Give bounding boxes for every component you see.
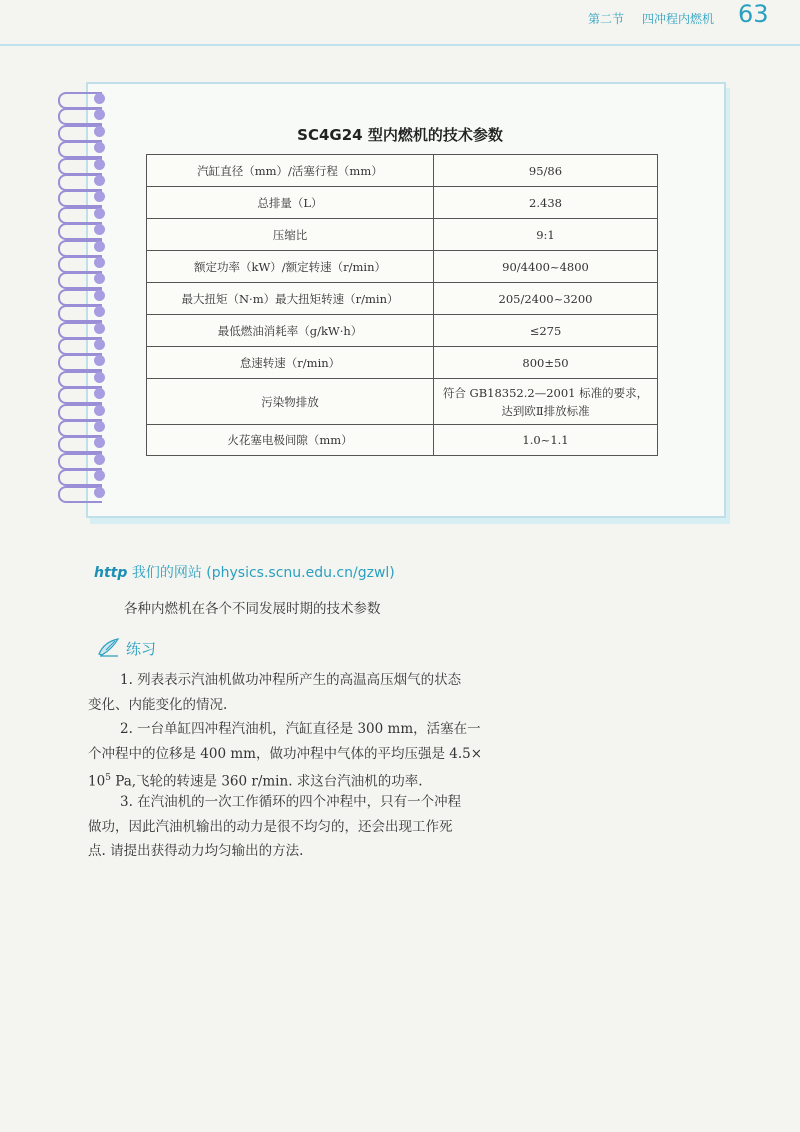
pencil-icon: [96, 636, 122, 658]
spiral-coil: [56, 190, 106, 206]
row-value-line: 达到欧Ⅱ排放标准: [501, 403, 590, 418]
spiral-coil: [56, 338, 106, 354]
spiral-hole: [94, 323, 105, 334]
spiral-coil: [56, 174, 106, 190]
spiral-coil: [56, 371, 106, 387]
spiral-hole: [94, 175, 105, 186]
row-value: 90/4400~4800: [434, 251, 658, 283]
spiral-coil: [56, 223, 106, 239]
row-label: 总排量（L）: [147, 187, 434, 219]
row-label: 污染物排放: [147, 379, 434, 425]
spiral-coil: [56, 256, 106, 272]
spiral-coil: [56, 305, 106, 321]
question-text: Pa,飞轮的转速是 360 r/min. 求这台汽油机的功率.: [110, 773, 423, 790]
question-text: 10: [88, 773, 106, 790]
spiral-hole: [94, 257, 105, 268]
header-rule: [0, 44, 800, 46]
spiral-hole: [94, 290, 105, 301]
page-number: 63: [738, 0, 769, 28]
spiral-hole: [94, 306, 105, 317]
spiral-coil: [56, 354, 106, 370]
superscript: 5: [105, 773, 111, 784]
spiral-hole: [94, 470, 105, 481]
table-row: [147, 187, 658, 219]
spiral-hole: [94, 388, 105, 399]
spiral-hole: [94, 93, 105, 104]
spiral-coil: [56, 486, 106, 502]
spiral-coil: [56, 420, 106, 436]
spiral-hole: [94, 224, 105, 235]
question-line: 2. 一台单缸四冲程汽油机，汽缸直径是 300 mm，活塞在一: [120, 721, 481, 737]
row-label: 压缩比: [147, 219, 434, 251]
spiral-coil: [56, 436, 106, 452]
table-row: [147, 155, 658, 187]
spiral-coil: [56, 387, 106, 403]
website-label: 我们的网站: [131, 565, 202, 581]
row-label: 汽缸直径（mm）/活塞行程（mm）: [147, 155, 434, 187]
exercise-question-3: [88, 790, 548, 864]
row-value: 205/2400~3200: [434, 283, 658, 315]
spiral-coil: [56, 240, 106, 256]
spiral-hole: [94, 454, 105, 465]
question-line: 个冲程中的位移是 400 mm，做功冲程中气体的平均压强是 4.5×: [88, 745, 483, 762]
spiral-binding: [56, 92, 108, 504]
website-url[interactable]: (physics.scnu.edu.cn/gzwl): [206, 565, 395, 581]
question-line: 点. 请提出获得动力均匀输出的方法.: [88, 843, 304, 860]
section-title: 四冲程内燃机: [642, 12, 715, 26]
spiral-hole: [94, 241, 105, 252]
exercise-question-1: [88, 668, 548, 717]
parameter-table: [146, 154, 658, 456]
spiral-coil: [56, 158, 106, 174]
spiral-hole: [94, 208, 105, 219]
spiral-hole: [94, 421, 105, 432]
row-value: 95/86: [434, 155, 658, 187]
spiral-coil: [56, 469, 106, 485]
row-label: 最低燃油消耗率（g/kW·h）: [147, 315, 434, 347]
row-value: 2.438: [434, 187, 658, 219]
spiral-hole: [94, 437, 105, 448]
spiral-hole: [94, 191, 105, 202]
table-row: [147, 219, 658, 251]
spiral-coil: [56, 322, 106, 338]
table-title: SC4G24 型内燃机的技术参数: [297, 126, 503, 144]
spiral-coil: [56, 108, 106, 124]
row-label: 最大扭矩（N·m）最大扭矩转速（r/min）: [147, 283, 434, 315]
exercise-question-2: [88, 717, 548, 794]
question-line: 3. 在汽油机的一次工作循环的四个冲程中，只有一个冲程: [120, 794, 462, 810]
question-line: 做功，因此汽油机输出的动力是很不均匀的，还会出现工作死: [88, 818, 453, 835]
row-value: 9:1: [434, 219, 658, 251]
spiral-hole: [94, 355, 105, 366]
question-line: 1. 列表表示汽油机做功冲程所产生的高温高压烟气的状态: [120, 672, 462, 688]
row-label: 额定功率（kW）/额定转速（r/min）: [147, 251, 434, 283]
spiral-hole: [94, 159, 105, 170]
exercise-label: 练习: [126, 640, 157, 658]
website-description: 各种内燃机在各个不同发展时期的技术参数: [124, 601, 381, 617]
row-value: 1.0~1.1: [434, 425, 658, 456]
row-label: 火花塞电极间隙（mm）: [147, 425, 434, 456]
row-value-line: 符合 GB18352.2—2001 标准的要求，: [442, 385, 649, 400]
spiral-coil: [56, 404, 106, 420]
spiral-coil: [56, 272, 106, 288]
spiral-hole: [94, 109, 105, 120]
row-value: [434, 379, 658, 425]
website-line: [94, 562, 395, 582]
spiral-coil: [56, 92, 106, 108]
spiral-hole: [94, 372, 105, 383]
row-value: ≤275: [434, 315, 658, 347]
spiral-coil: [56, 207, 106, 223]
section-label: 第二节: [588, 12, 625, 26]
row-label: 怠速转速（r/min）: [147, 347, 434, 379]
table-row: [147, 251, 658, 283]
spiral-hole: [94, 339, 105, 350]
table-row: [147, 347, 658, 379]
question-line: 变化、内能变化的情况.: [88, 696, 228, 713]
spiral-coil: [56, 453, 106, 469]
table-row: [147, 425, 658, 456]
http-icon: http: [94, 565, 128, 581]
spiral-hole: [94, 487, 105, 498]
spiral-hole: [94, 405, 105, 416]
table-row: [147, 283, 658, 315]
spiral-coil: [56, 289, 106, 305]
table-row: [147, 315, 658, 347]
row-value: 800±50: [434, 347, 658, 379]
spiral-hole: [94, 273, 105, 284]
table-row: [147, 379, 658, 425]
